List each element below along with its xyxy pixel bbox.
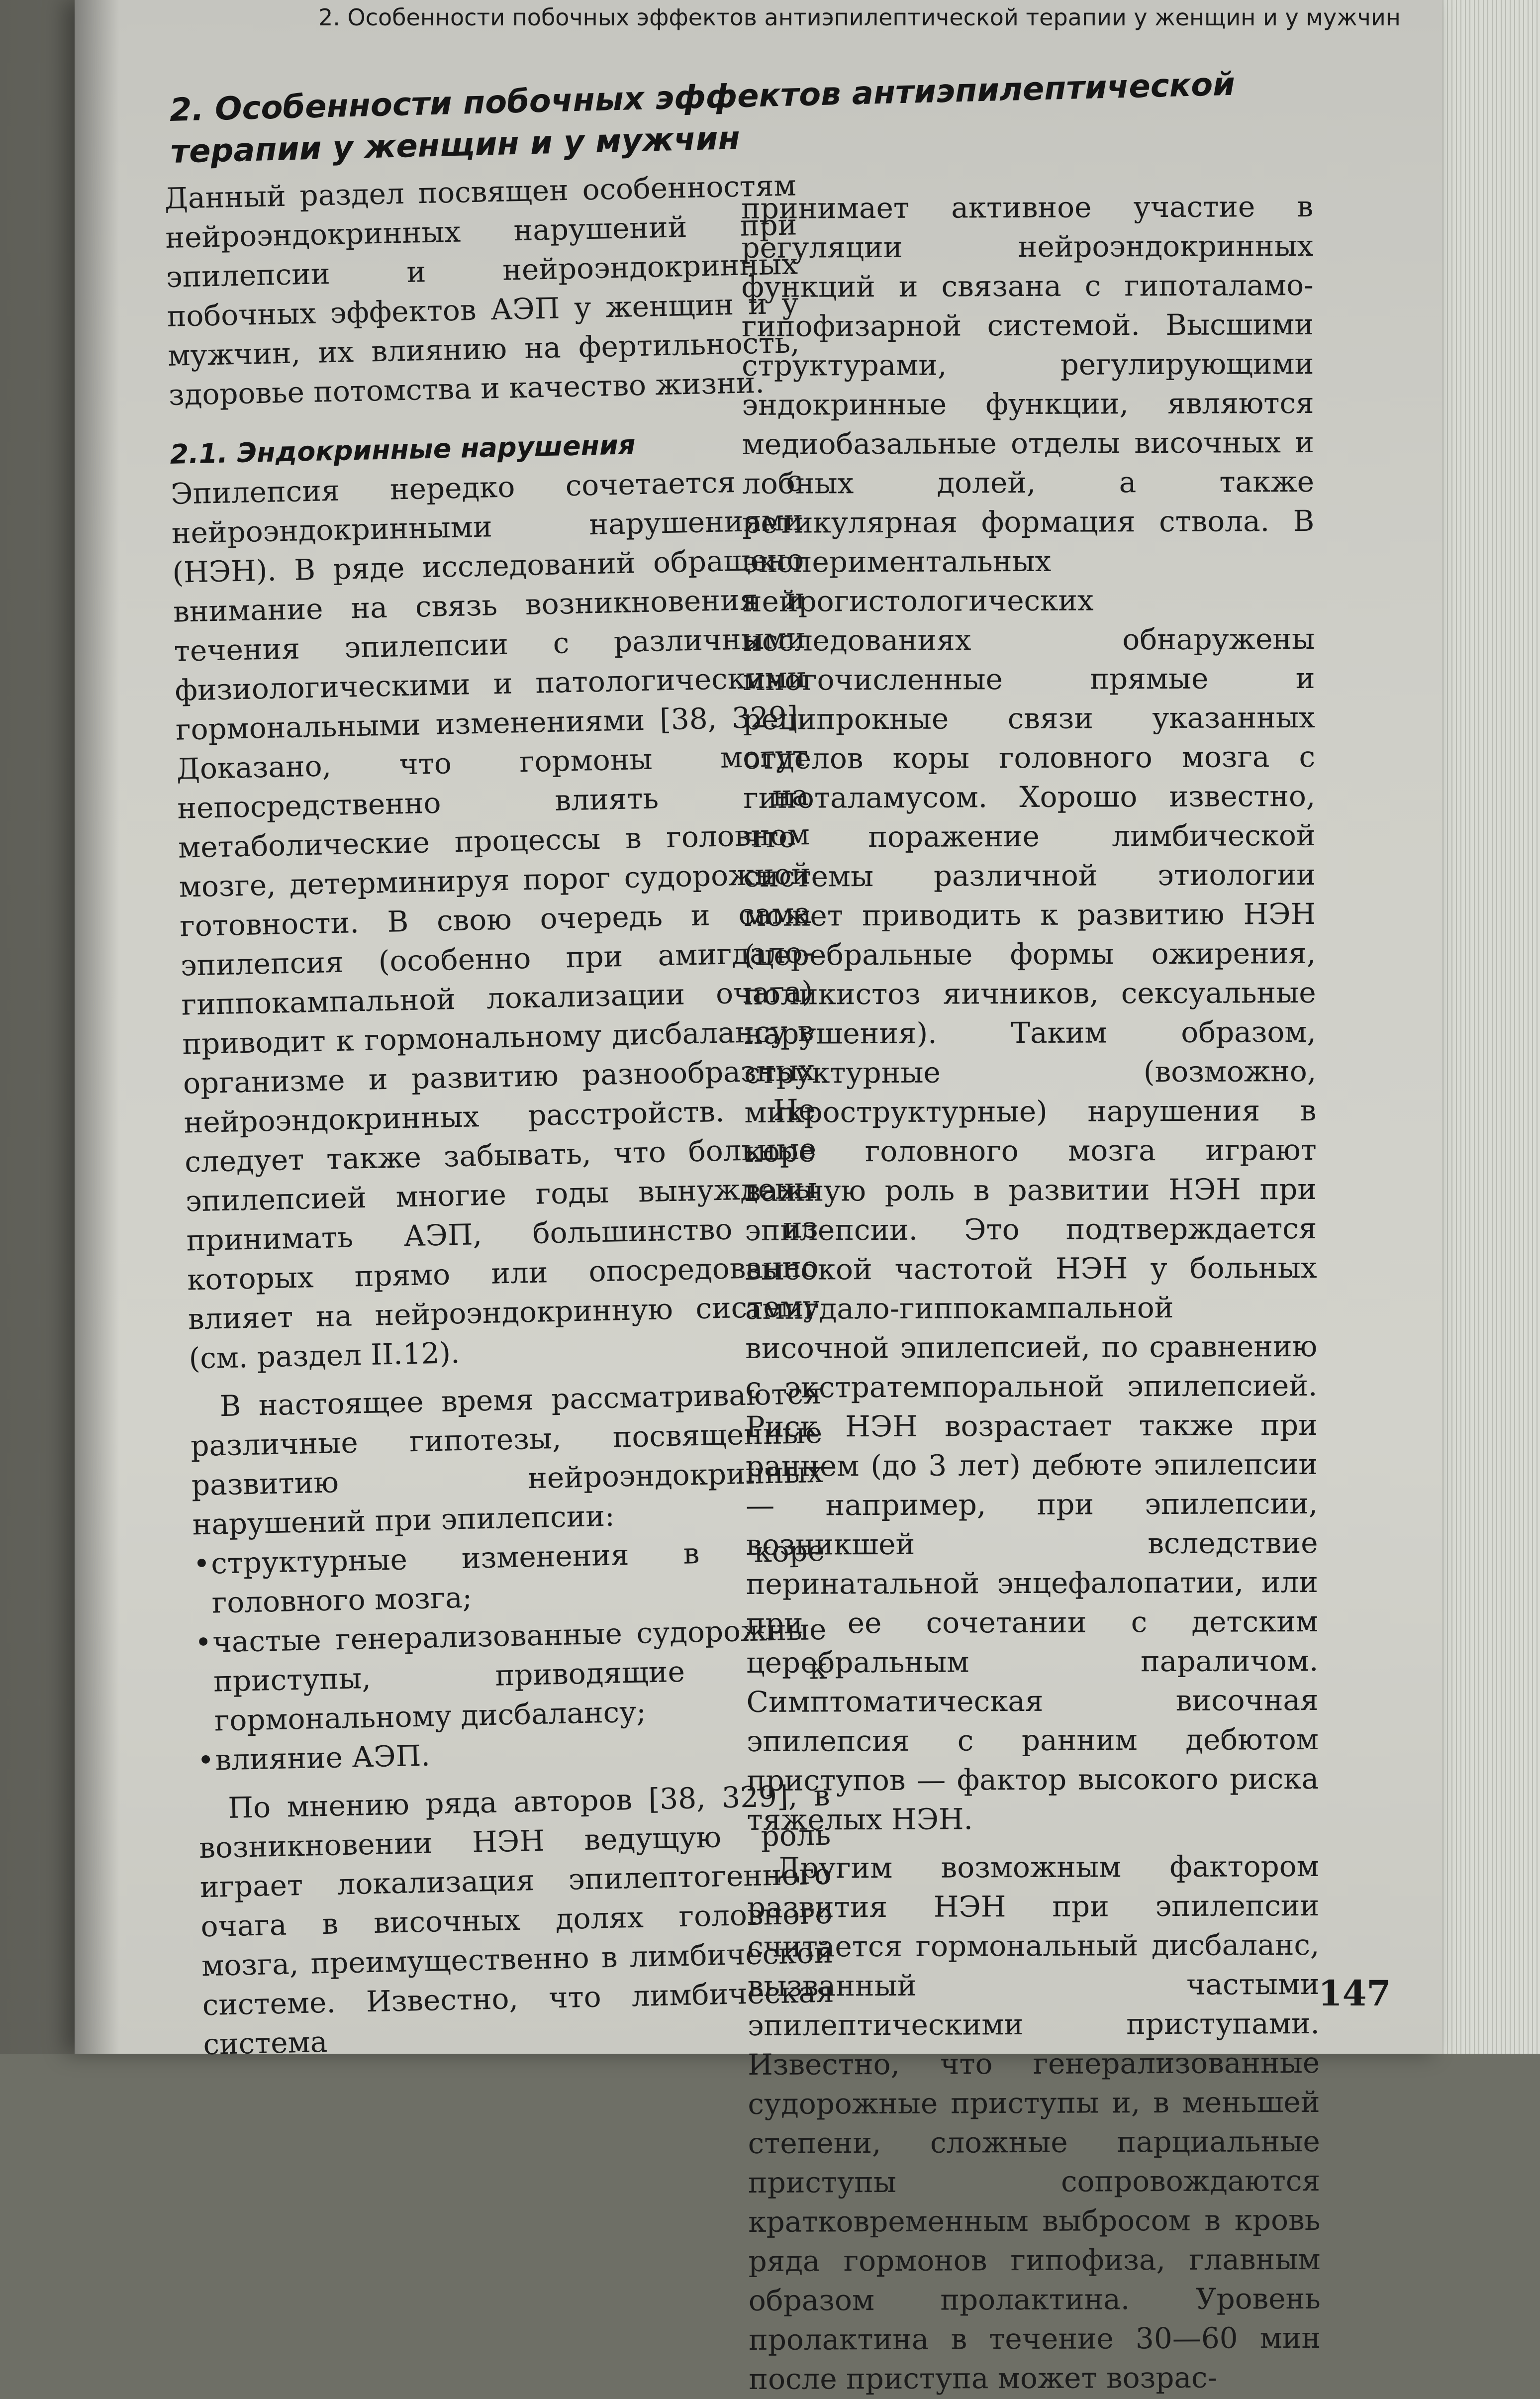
intro-paragraph: Данный раздел посвящен особенностям нейроэндокринных нарушений при эпилепсии и нейроэндокринных побочных эффектов АЭП у женщин и у мужчин, их влиянию на фертильность, здоровье потомства и качество жизни. xyxy=(164,168,800,412)
right-paragraph-1: принимает активное участие в регуляции нейроэндокринных функций и связана с гипоталамо-гипофизарной системой. Высшими структурами, регулирующими эндокринные функции, являются медиобазальные отделы височных и лобных долей, а также ретикулярная формация ствола. В экспериментальных нейрогистологических исследованиях обнаружены многочисленные прямые и реципрокные связи указанных отделов коры головного мозга с гипоталамусом. Хорошо известно, что поражение лимбической системы различной этиологии может приводить к развитию НЭН (церебральные формы ожирения, поликистоз яичников, сексуальные нарушения). Таким образом, структурные (возможно, микроструктурные) нарушения в коре головного мозга играют важную роль в развитии НЭН при эпилепсии. Это подтверждается высокой частотой НЭН у больных амигдало-гиппокампальной височной эпилепсией, по сравнению с экстратемпоральной эпилепсией. Риск НЭН возрастает также при раннем (до 3 лет) дебюте эпилепсии — например, при эпилепсии, возникшей вследствие перинатальной энцефалопатии, или при ее сочетании с детским церебральным параличом. Симптоматическая височная эпилепсия с ранним дебютом приступов — фактор высокого риска тяжелых НЭН. xyxy=(741,189,1319,1837)
right-column xyxy=(741,187,1321,2399)
list-item: • частые генерализованные судорожные приступы, приводящие к гормональному дисбалансу; xyxy=(194,1610,829,1741)
hypotheses-list xyxy=(192,1531,829,1780)
left-paragraph-2: В настоящее время рассматриваются различные гипотезы, посвященные развитию нейроэндокринных нарушений при эпилепсии: xyxy=(190,1376,824,1542)
left-paragraph-3: По мнению ряда авторов [38, 329], в возникновении НЭН ведущую роль играет локализация эпилептогенного очага в височных долях головного мозга, преимущественно в лимбической системе. Известно, что лимбическая система xyxy=(198,1778,835,2062)
section-title: 2. Особенности побочных эффектов антиэпилептической терапии у женщин и у мужчин xyxy=(169,66,1236,171)
list-item: • структурные изменения в коре головного мозга; xyxy=(192,1531,826,1623)
page-number: 147 xyxy=(1318,1973,1391,2014)
book-page-edges xyxy=(1426,0,1540,2054)
book-page xyxy=(75,0,1443,2396)
subsection-title: 2.1. Эндокринные нарушения xyxy=(169,429,636,470)
left-paragraph-1: Эпилепсия нередко сочетается с нейроэндокринными нарушениями (НЭН). В ряде исследований обращено внимание на связь возникновения и течения эпилепсии с различными физиологическими и патологическими гормональными изменениями [38, 329]. Доказано, что гормоны могут непосредственно влиять на метаболические процессы в головном мозге, детерминируя порог судорожной готовности. В свою очередь и сама эпилепсия (особенно при амигдало-гиппокампальной локализации очага) приводит к гормональному дисбалансу в организме и развитию разнообразных нейроэндокринных расстройств. Не следует также забывать, что больные эпилепсией многие годы вынуждены принимать АЭП, большинство из которых прямо или опосредованно влияет на нейроэндокринную систему (см. раздел II.12). xyxy=(170,464,820,1376)
right-paragraph-2: Другим возможным фактором развития НЭН при эпилепсии считается гормональный дисбаланс, вызванный частыми эпилептическими приступами. Известно, что генерализованные судорожные приступы и, в меньшей степени, сложные парциальные приступы сопровождаются кратковременным выбросом в кровь ряда гормонов гипофиза, главным образом пролактина. Уровень пролактина в течение 30—60 мин после приступа может возрас- xyxy=(747,1849,1321,2396)
list-item: • влияние АЭП. xyxy=(197,1728,829,1781)
running-header: 2. Особенности побочных эффектов антиэпилептической терапии у женщин и у мужчин xyxy=(318,4,1401,31)
left-column xyxy=(164,166,835,2064)
page-gutter-shadow xyxy=(75,0,119,2054)
